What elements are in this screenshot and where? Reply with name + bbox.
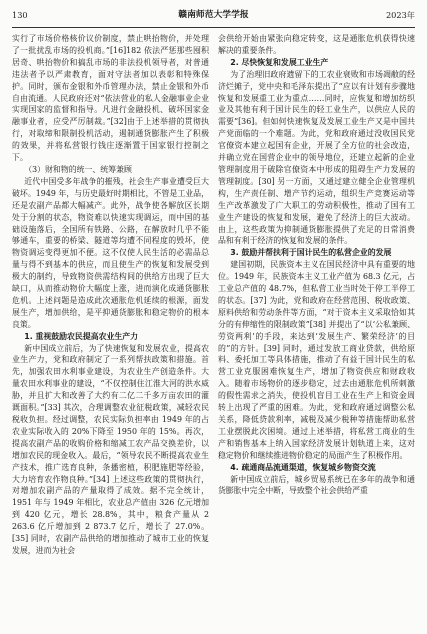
left-column xyxy=(12,33,209,629)
paragraph: 为了治理旧政府遗留下的工农业衰败和市场凋敝的经济烂摊子，党中央和毛泽东提出了“应以有计划有步骤地恢复和发展重工业为重点……同时，应恢复和增加纺织业及其他有利于国计民生的轻工业生产，以供应人民的需要”[36]。但如何快速恢复及发展工业生产又是中国共产党面临的一个难题。为此，党和政府通过没收国民党官僚资本建立起国有企业，开展了全方位的社会改造，并确立党在国营企业中的领导地位，还建立起新的企业管理制度用于破除官僚资本中形成的阻碍生产力发展的管理制度。[30] 另一方面，又通过建立健全企业管理机构，生产责任制、增产节约运动，组织生产竞赛运动等生产改革激发了广大职工的劳动积极性，推动了国有工业生产建设的恢复和发展，避免了经济上的巨大波动。由上，这些政策为抑制通货膨胀提供了充足的日常消费品和有利于经济的恢复和发展的条件。 xyxy=(218,69,415,246)
paragraph: 新中国成立前后，为了快速恢复和发展农业，提高农业生产力，党和政府制定了一系列帮扶政策和措施。首先，加强农田水利事业建设，为农业生产创造条件。大量农田水利事业的建设，“不仅控制住江淮大河的洪水威胁，并且扩大和改善了大约有二亿二千多万亩农田的灌溉面积。”[33] 其次，合理调整农业征税政策，减轻农民税收负担。经过调整，农民实际负担率由 1949 年的占农业实际收入的 20%下降至 1950 年的 15%。再次，提高农副产品的收购价格和缩减工农产品交换差价，以增加农民的现金收入。最后，“领导农民不断提高农业生产技术，推广选育良种，条播密植，积肥施肥等经验，大力培育农作物良种。”[34] 上述这些政策的贯彻执行，对增加农副产品的产量取得了成效。据不完全统计，1951 年与 1949 年相比，农业总产值由 326 亿元增加到 420 亿元，增长 28.8%，其中，粮食产量从 2 263.6 亿斤增加到 2 873.7 亿斤，增长了 27.0%。[35] 同时，农副产品供给的增加推动了城市工业的恢复发展，进而为社会 xyxy=(12,343,209,555)
section-heading: 4. 疏通商品流通渠道，恢复城乡物资交流 xyxy=(230,462,376,472)
paragraph: 实行了市场价格核价议价制度，禁止哄抬物价，并处理了一批扰乱市场的投机商。”[16]182 依法严惩那些囤积居奇、哄抬物价和搞乱市场的非法投机领导者，对普通违法者予以严肃教育，面对守法者加以表彰和特殊保护。同时，颁布金银和外币管理办法，禁止金银和外币自由流通。人民政府还对“依法营业的私人金融事业企业实现国家的监督和指导。凡进行金融投机、破坏国家金融事业者，应受严厉制裁。”[32]由于上述举措的贯彻执行，对取缔和限制投机活动，遏制通货膨胀产生了积极的效果，并将私营银行钱庄逐渐置于国家银行控制之下。 xyxy=(12,34,209,163)
paragraph: 建国初期，民族资本主义在国民经济中具有重要的地位。1949 年，民族资本主义工业产值为 68.3 亿元，占工业总产值的 48.7%，但私营工业当时处于停工半停工的状态。[37] 为此，党和政府在经营范围、税收政策、原料供给和劳动条件等方面，“对于资本主义采取恰如其分的有伸缩性的限制政策”[38] 并提出了“以‘公私兼顾、劳资两利’的手段，来达到‘发展生产、繁荣经济’的目的”的方针。[39] 同时，通过发放工商业贷款，供给原料、委托加工等具体措施，推动了有益于国计民生的私营工业克服困难恢复生产，增加了物资供应和财政收入。随着市场物价的逐步稳定，过去由通胀危机所刺激的假性需求之消失，使投机盲目工业在生产上和资金周转上出现了严重的困难。为此，党和政府通过调整公私关系，降低贷款利率，减税及减少税种等措施帮助私营工业摆脱此次困境。通过上述举措，将私营工商业的生产和销售基本上纳入国家经济发展计划轨道上来，这对稳定物价和继续推进物价稳定的局面产生了积极作用。 xyxy=(218,260,415,460)
header-rule xyxy=(12,27,415,28)
page-number: 130 xyxy=(12,10,28,20)
right-column xyxy=(218,33,415,629)
section-heading: 2. 尽快恢复和发展工业生产 xyxy=(230,57,329,67)
journal-title: 赣南师范大学学报 xyxy=(178,10,249,20)
section-heading: 1. 重视鼓励农民提高农业生产力 xyxy=(24,331,139,341)
paragraph: 会供给开始由紧张向稳定转变，这是通胀危机获得快速解决的重要条件。 xyxy=(218,34,415,55)
publication-year: 2023年 xyxy=(385,10,415,20)
paragraph: 新中国成立前后，城乡贸易系统已在多年的战争和通货膨胀中完全中断，导致整个社会供给严重 xyxy=(218,474,415,496)
subsection-heading: （3）财和物的统一、统筹兼顾 xyxy=(24,164,132,174)
paragraph: 近代中国受多年战争的摧残，社会生产事业遭受巨大破坏。1949 年，与历史最好时期相比，不管是工业品，还是农副产品都大幅减产。此外，战争使各解放区长期处于分割的状态，物资难以快速实现调运，而中国的基础设施落后，全国所有铁路、公路，在解放时几乎不能够通车，重要的桥梁、隧道等均遭不同程度的毁坏，使物资调运变得更加不便。这不仅使人民生活的必需品总量与得不到基本的供应，而且使生产的恢复和发展受到极大的制约，导致物资供需结构间的供给方出现了巨大缺口，从而推动物价大幅度上涨，进而演化成通货膨胀危机。上述问题是造成此次通胀危机延续的根源，面发展生产，增加供给，是平抑通货膨胀和稳定物价的根本良策。 xyxy=(12,176,209,329)
section-heading: 3. 鼓励并帮扶利于国计民生的私营企业的发展 xyxy=(230,248,392,258)
running-header xyxy=(12,8,415,22)
